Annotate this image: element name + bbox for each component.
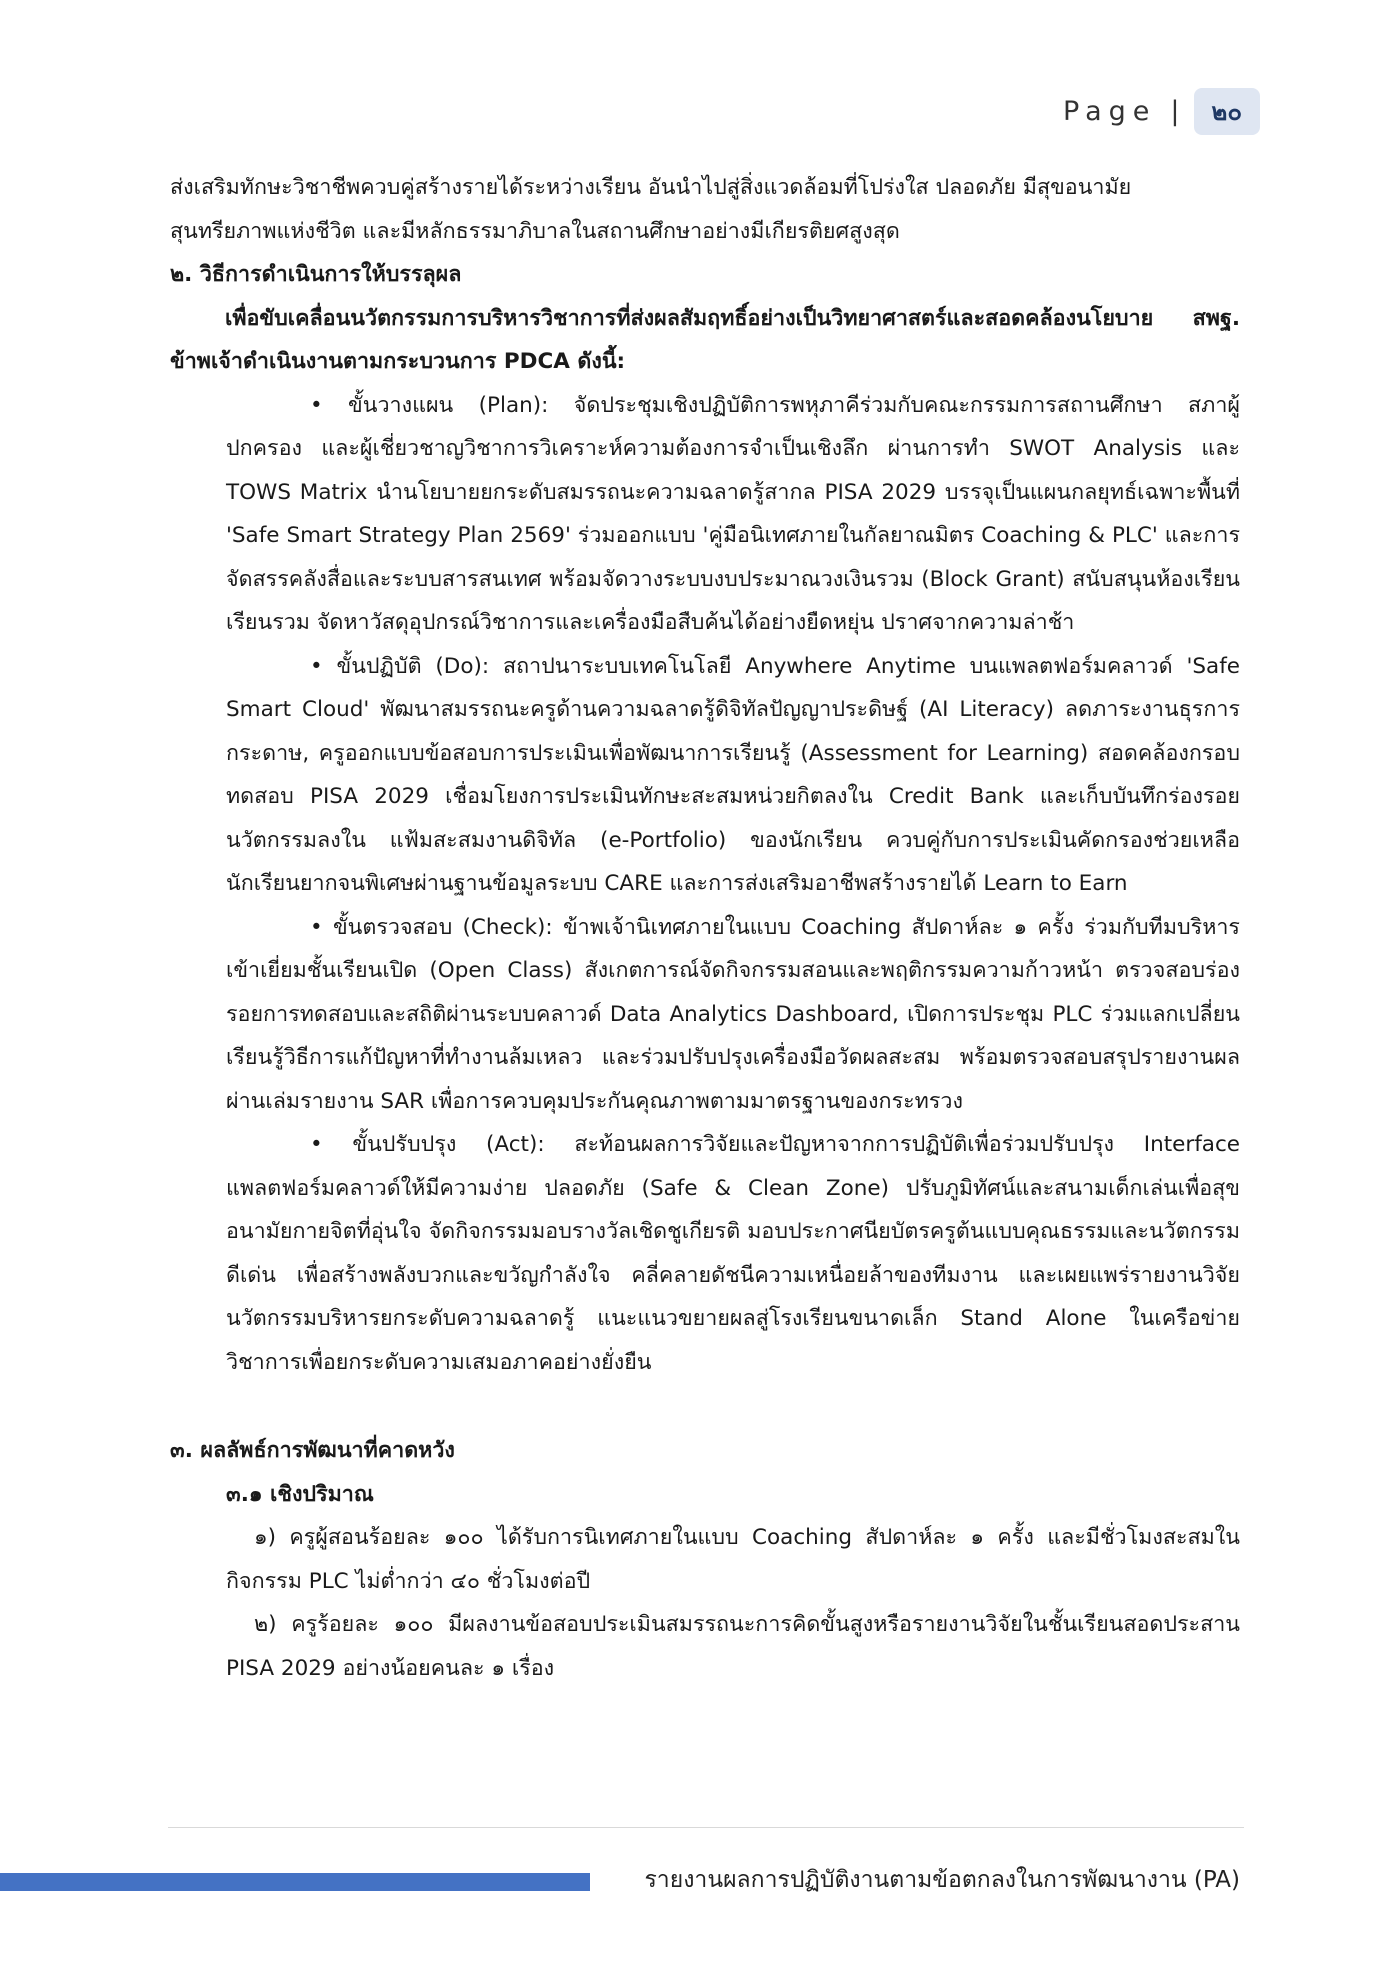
intro-line-1: ส่งเสริมทักษะวิชาชีพควบคู่สร้างรายได้ระหว่างเรียน อันนำไปสู่สิ่งแวดล้อมที่โปร่งใส ปลอดภัย มีสุขอนามัย — [170, 175, 1132, 200]
pdca-check: • ขั้นตรวจสอบ (Check): ข้าพเจ้านิเทศภายในแบบ Coaching สัปดาห์ละ ๑ ครั้ง ร่วมกับทีมบริหารเข้าเยี่ยมชั้นเรียนเปิด (Open Class) สังเกตการณ์จัดกิจกรรมสอนและพฤติกรรมความก้าวหน้า ตรวจสอบร่องรอยการทดสอบและสถิติผ่านระบบคลาวด์ Data Analytics Dashboard, เปิดการประชุม PLC ร่วมแลกเปลี่ยนเรียนรู้วิธีการแก้ปัญหาที่ทำงานล้มเหลว และร่วมปรับปรุงเครื่องมือวัดผลสะสม พร้อมตรวจสอบสรุปรายงานผลผ่านเล่มรายงาน SAR เพื่อการควบคุมประกันคุณภาพตามมาตรฐานของกระทรวง — [226, 914, 1240, 1114]
section-3-heading: ๓. ผลลัพธ์การพัฒนาที่คาดหวัง — [170, 1438, 455, 1463]
section-2-heading: ๒. วิธีการดำเนินการให้บรรลุผล — [170, 262, 462, 287]
quantity-item-1: ๑) ครูผู้สอนร้อยละ ๑๐๐ ได้รับการนิเทศภายในแบบ Coaching สัปดาห์ละ ๑ ครั้ง และมีชั่วโมงสะสมในกิจกรรม PLC ไม่ต่ำกว่า ๔๐ ชั่วโมงต่อปี — [226, 1525, 1240, 1594]
page-header — [1063, 88, 1260, 135]
footer-title: รายงานผลการปฏิบัติงานตามข้อตกลงในการพัฒนางาน (PA) — [644, 1867, 1240, 1893]
footer-divider — [168, 1827, 1244, 1828]
page-label: Page — [1063, 96, 1157, 127]
pdca-plan: • ขั้นวางแผน (Plan): จัดประชุมเชิงปฏิบัติการพหุภาคีร่วมกับคณะกรรมการสถานศึกษา สภาผู้ปกครอง และผู้เชี่ยวชาญวิชาการวิเคราะห์ความต้องการจำเป็นเชิงลึก ผ่านการทำ SWOT Analysis และ TOWS Matrix นำนโยบายยกระดับสมรรถนะความฉลาดรู้สากล PISA 2029 บรรจุเป็นแผนกลยุทธ์เฉพาะพื้นที่ 'Safe Smart Strategy Plan 2569' ร่วมออกแบบ 'คู่มือนิเทศภายในกัลยาณมิตร Coaching & PLC' และการจัดสรรคลังสื่อและระบบสารสนเทศ พร้อมจัดวางระบบงบประมาณวงเงินรวม (Block Grant) สนับสนุนห้องเรียนเรียนรวม จัดหาวัสดุอุปกรณ์วิชาการและเครื่องมือสืบค้นได้อย่างยืดหยุ่น ปราศจากความล่าช้า — [226, 392, 1240, 635]
footer-accent-bar — [0, 1873, 590, 1891]
intro-line-2: สุนทรียภาพแห่งชีวิต และมีหลักธรรมาภิบาลในสถานศึกษาอย่างมีเกียรติยศสูงสุด — [170, 218, 900, 244]
section-gap — [170, 1384, 1240, 1429]
pdca-act: • ขั้นปรับปรุง (Act): สะท้อนผลการวิจัยและปัญหาจากการปฏิบัติเพื่อร่วมปรับปรุง Interface แพลตฟอร์มคลาวด์ให้มีความง่าย ปลอดภัย (Safe & Clean Zone) ปรับภูมิทัศน์และสนามเด็กเล่นเพื่อสุขอนามัยกายจิตที่อุ่นใจ จัดกิจกรรมมอบรางวัลเชิดชูเกียรติ มอบประกาศนียบัตรครูต้นแบบคุณธรรมและนวัตกรรมดีเด่น เพื่อสร้างพลังบวกและขวัญกำลังใจ คลี่คลายดัชนีความเหนื่อยล้าของทีมงาน และเผยแพร่รายงานวิจัยนวัตกรรมบริหารยกระดับความฉลาดรู้ แนะแนวขยายผลสู่โรงเรียนขนาดเล็ก Stand Alone ในเครือข่ายวิชาการเพื่อยกระดับความเสมอภาคอย่างยั่งยืน — [226, 1132, 1240, 1375]
quantity-item-2: ๒) ครูร้อยละ ๑๐๐ มีผลงานข้อสอบประเมินสมรรถนะการคิดขั้นสูงหรือรายงานวิจัยในชั้นเรียนสอดประสาน PISA 2029 อย่างน้อยคนละ ๑ เรื่อง — [226, 1612, 1240, 1681]
document-body — [170, 166, 1240, 1690]
section-3-1-heading: ๓.๑ เชิงปริมาณ — [226, 1481, 374, 1507]
section-2-lead: เพื่อขับเคลื่อนนวัตกรรมการบริหารวิชาการที่ส่งผลสัมฤทธิ์อย่างเป็นวิทยาศาสตร์และสอดคล้องนโยบาย สพฐ. ข้าพเจ้าดำเนินงานตามกระบวนการ PDCA ดังนี้: — [170, 305, 1240, 374]
page-separator: | — [1170, 96, 1180, 127]
pdca-do: • ขั้นปฏิบัติ (Do): สถาปนาระบบเทคโนโลยี Anywhere Anytime บนแพลตฟอร์มคลาวด์ 'Safe Smart Cloud' พัฒนาสมรรถนะครูด้านความฉลาดรู้ดิจิทัลปัญญาประดิษฐ์ (AI Literacy) ลดภาระงานธุรการกระดาษ, ครูออกแบบข้อสอบการประเมินเพื่อพัฒนาการเรียนรู้ (Assessment for Learning) สอดคล้องกรอบทดสอบ PISA 2029 เชื่อมโยงการประเมินทักษะสะสมหน่วยกิตลงใน Credit Bank และเก็บบันทึกร่องรอยนวัตกรรมลงใน แฟ้มสะสมงานดิจิทัล (e-Portfolio) ของนักเรียน ควบคู่กับการประเมินคัดกรองช่วยเหลือนักเรียนยากจนพิเศษผ่านฐานข้อมูลระบบ CARE และการส่งเสริมอาชีพสร้างรายได้ Learn to Earn — [226, 653, 1240, 896]
page-number-badge: ๒๐ — [1194, 88, 1260, 135]
